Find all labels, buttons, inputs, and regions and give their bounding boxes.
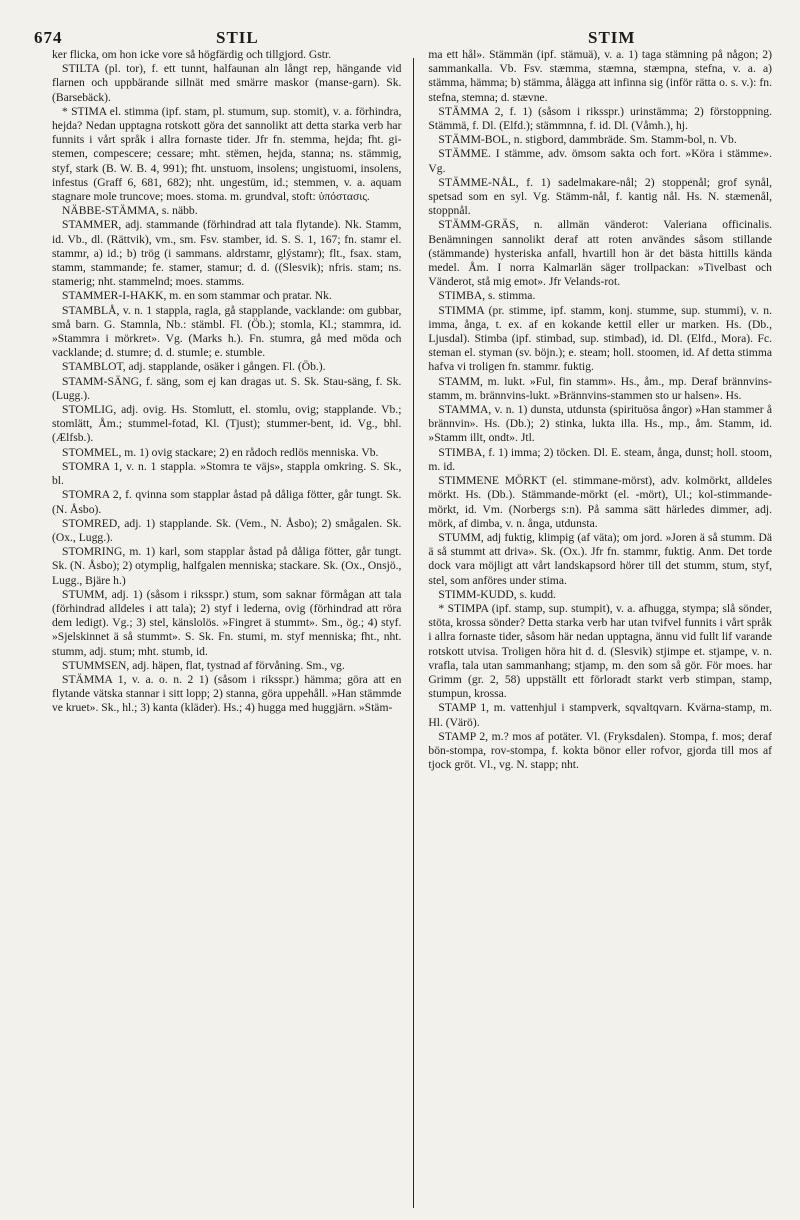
dictionary-entry: STOMRING, m. 1) karl, som stapplar åstad på dåliga fötter, går tungt. Sk. (N. Åsbo); 2) otymplig, halfgalen menniska; stackare. Sk. (Ox., Onsjö., Lugg., Bjäre h.) — [52, 545, 402, 587]
left-column — [16, 48, 413, 1220]
dictionary-entry: * STIMPA (ipf. stamp, sup. stumpit), v. a. afhugga, stympa; slå sönder, stöta, krossa sönder? Detta starka verb har utan tvifvel funnits i vårt språk i allra fornaste tider, såsom här nedan upptagna, ännu vid fullt lif varande rotskott utvisa. Troligen höra hit d. d. (Slesvik) stjimpe et. stjampe, v. n. vrafla, tala utan sammanhang; stjamp, m. den som så gör. För moes. har Grimm (gr. 2, 58) uppställt ett förloradt starkt verb stimpan, stamp, stumpun, krossa. — [428, 601, 772, 701]
dictionary-entry: STILTA (pl. tor), f. ett tunnt, halfaunan aln långt rep, hängande vid flarnen och uppbärande sillnät med smärre maskor (manse-garn). Sk. (Barsebäck). — [52, 62, 402, 104]
dictionary-entry: STÄMME-NÅL, f. 1) sadelmakare-nål; 2) stoppenål; grof synål, spetsad som en syl. Vg. Stämm-nål, f. kantig nål. Hs. N. stæmenål, stoppnål. — [428, 175, 772, 218]
dictionary-entry: STÄMM-BOL, n. stigbord, dammbräde. Sm. Stamm-bol, n. Vb. — [438, 133, 737, 147]
dictionary-entry: STIMMA (pr. stimme, ipf. stamm, konj. stumme, sup. stummi), v. n. imma, ånga, t. ex. af en kokande kettil eller ur marken. Hs. (Db., Ljusdal). Stimba (ipf. stimbad, sup. stimbad), id. Dl. (Elfd., Mora). Fc. steman el. styman (sv. böjn.); e. steam; holl. stoomen, id. Af detta stimma hafva vi troligen fn. stammr. fuktig. — [428, 303, 772, 374]
dictionary-entry: ma ett hål». Stämmän (ipf. stämuä), v. a. 1) taga stämning på någon; 2) sammankalla. Vb. Fsv. stæmma, stæmna, stæmpna, stefna, v. a. a) stämma, hämma; b) stämma, ålägga att infinna sig (inför rätta o. s. v.): fn. stefna, stemna; d. stævne. — [428, 48, 772, 104]
dictionary-entry: STÄMM-GRÄS, n. allmän vänderot: Valeriana officinalis. Benämningen sannolikt deraf att roten användes såsom stillande (stämmande) hysteriska anfall, hvartill hon är det bästa hittills kända medel. Åm. I norra Kalmarlän säger trollpackan: »Tivelbast och Vänderot, stå mig emot». Jfr Velands-rot. — [428, 218, 772, 289]
dictionary-entry: STAMMA, v. n. 1) dunsta, utdunsta (spirituösa ångor) »Han stammer å brännvin». Hs. (Db.); 2) stinka, lukta illa. Hs., mp., åm. Stamm, id. »Stamm illt, ondt». Jtl. — [428, 403, 772, 445]
dictionary-entry: STOMRED, adj. 1) stapplande. Sk. (Vem., N. Åsbo); 2) smågalen. Sk. (Ox., Lugg.). — [52, 516, 402, 544]
dictionary-entry: STIMMENE MÖRKT (el. stimmane-mörst), adv. kolmörkt, alldeles mörkt. Hs. (Db.). Stämmande-mörkt (el. -mört), Ul.; kol-stimmande-mörkt, id. Vm. (Norbergs s:n). På samma sätt härledes dimmer, adj. mörk, af dimba, v. n. ånga, utdunsta. — [428, 474, 772, 530]
dictionary-entry: STOMLIG, adj. ovig. Hs. Stomlutt, el. stomlu, ovig; stapplande. Vb.; stomlätt, Åm.; stummel-fotad, Kl. (Tjust); stummer-bent, id. Vg., bhl. (Ælfsb.). — [52, 403, 402, 445]
dictionary-entry: STOMRA 2, f. qvinna som stapplar åstad på dåliga fötter, går tungt. Sk. (N. Åsbo). — [52, 488, 402, 516]
dictionary-entry: STÄMMA 1, v. a. o. n. 2 1) (såsom i riksspr.) hämma; göra att en flytande vätska stannar i sitt lopp; 2) stanna, göra uppehåll. »Han stämmde ve kruet». Sk., hl.; 3) kanta (kläder). Hs.; 4) hugga med huggjärn. »Stäm- — [52, 672, 402, 715]
dictionary-entry: STIMBA, f. 1) imma; 2) töcken. Dl. E. steam, ånga, dunst; holl. stoom, m. id. — [428, 445, 772, 473]
dictionary-entry: STOMRA 1, v. n. 1 stappla. »Stomra te väjs», stappla omkring. S. Sk., bl. — [52, 459, 402, 488]
right-catchword: STIM — [588, 28, 636, 47]
page-header — [16, 14, 786, 48]
dictionary-entry: * STIMA el. stimma (ipf. stam, pl. stumum, sup. stomit), v. a. förhindra, hejda? Nedan upptagna rotskott göra det sannolikt att detta starka verb har funnits i vårt språk i allra fornaste tider. Jfr fn. stemma, hejda; fht. gi-stemen, compescere; cessare; mht. stëmen, hejda, stanna; ns. stämmig, styf, stark (B. W. B. 4, 991); fht. unstuom, insolens; ungistuomi, insolens, infestus (Graff 6, 681, 682); nht. ungestüm, id.; stemmen, v. a. aquam stagnare mole truncove; moes. stoma. m. grundval, stoft: ὑπόστασις. — [52, 104, 402, 204]
dictionary-entry: STAMBLOT, adj. stapplande, osäker i gången. Fl. (Öb.). — [62, 360, 326, 374]
dictionary-entry: STIMM-KUDD, s. kudd. — [438, 587, 556, 601]
dictionary-entry: STAMBLÅ, v. n. 1 stappla, ragla, gå stapplande, vacklande: om gubbar, små barn. G. Stamnla, Nb.: stämbl. Fl. (Öb.); stomla, Kl.; stammra, id. »Stammra i mörkret». Vg. (Marks h.). Fn. stumra, gå med möda och vacklande; d. stumre; d. d. stumle; e. stumble. — [52, 303, 402, 360]
dictionary-entry: STUMM, adj. 1) (såsom i riksspr.) stum, som saknar förmågan att tala (förhindrad alldeles i att tala); 2) styf i lederna, ovig (förhindrad att röra dem ledigt). Vg.; 3) stel, känslolös. »Fingret ä stummt». Sm., ög.; 4) styf. »Sjelskinnet ä så stummt». S. Sk. Fn. stumi, m. styf menniska; fht., nht. stumm, adj. stum; mht. stumb, id. — [52, 587, 402, 658]
dictionary-entry: STAMP 2, m.? mos af potäter. Vl. (Fryksdalen). Stompa, f. mos; deraf bön-stompa, rov-stompa, f. kokta bönor eller rofvor, gjorda till mos af tjock gröt. Vl., vg. N. stapp; nht. — [428, 729, 772, 772]
dictionary-entry: STUMMSEN, adj. häpen, flat, tystnad af förvåning. Sm., vg. — [62, 658, 345, 672]
dictionary-entry: STAMP 1, m. vattenhjul i stampverk, sqvaltqvarn. Kvärna-stamp, m. Hl. (Värö). — [428, 701, 772, 729]
dictionary-entry: STAMMER, adj. stammande (förhindrad att tala flytande). Nk. Stamm, id. Vb., dl. (Rättvik), vm., sm. Fsv. stamber, id. S. S. 1, 167; fn. stamr el. stammr, a) id.; b) trög (i sammans. aldrstamr, glýstamr); flt., fsax. stam, stamm, stammande; fe. stamer, stamur; d. d. ((Slesvik); nfris. stam; ns. stamerig; nht. stammelnd; moes. stamms. — [52, 218, 402, 289]
dictionary-entry: STÄMME. I stämme, adv. ömsom sakta och fort. »Köra i stämme». Vg. — [428, 147, 772, 175]
dictionary-entry: STÄMMA 2, f. 1) (såsom i riksspr.) urinstämma; 2) förstoppning. Stämmä, f. Dl. (Elfd.); stämmnna, f. id. Dl. (Våmh.), hj. — [428, 104, 772, 133]
dictionary-entry: STAMM, m. lukt. »Ful, fin stamm». Hs., åm., mp. Deraf brännvins-stamm, m. brännvins-lukt. »Brännvins-stammen sto ur halsen». Hs. — [428, 374, 772, 402]
dictionary-entry: STOMMEL, m. 1) ovig stackare; 2) en rådoch redlös menniska. Vb. — [62, 445, 379, 459]
dictionary-entry: STUMM, adj fuktig, klimpig (af väta); om jord. »Joren ä så stumm. Dä ä så stummt att driva». Sk. (Ox.). Jfr fn. stammr, fuktig. Anm. Det torde dock vara möjligt att vårt landskapsord hörer till det stumm, stum, styf, stel, som anföres under stima. — [428, 530, 772, 587]
right-column — [414, 48, 786, 1220]
dictionary-entry: STAMMER-I-HAKK, m. en som stammar och pratar. Nk. — [62, 289, 332, 303]
text-columns — [16, 48, 786, 1220]
dictionary-entry: ker flicka, om hon icke vore så högfärdig och tillgjord. Gstr. — [52, 48, 332, 61]
dictionary-entry: STAMM-SÄNG, f. säng, som ej kan dragas ut. S. Sk. Stau-säng, f. Sk. (Lugg.). — [52, 374, 402, 402]
dictionary-entry: NÄBBE-STÄMMA, s. näbb. — [62, 204, 198, 218]
page-number: 674 — [34, 28, 63, 47]
left-catchword: STIL — [216, 28, 259, 47]
dictionary-entry: STIMBA, s. stimma. — [438, 289, 536, 303]
